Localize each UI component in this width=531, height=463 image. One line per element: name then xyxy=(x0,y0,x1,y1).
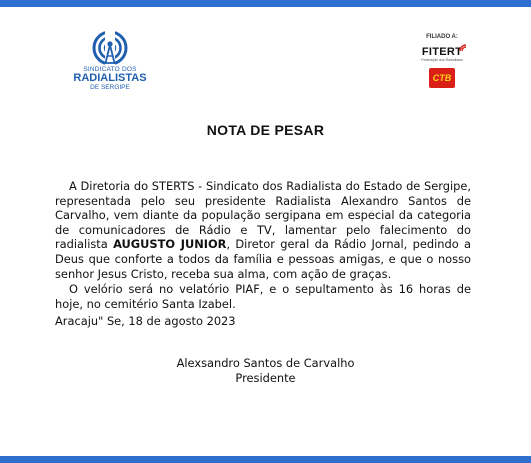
signature-name: Alexsandro Santos de Carvalho xyxy=(176,356,355,370)
deceased-name: AUGUSTO JUNIOR xyxy=(113,237,227,252)
ctb-name: CTB xyxy=(432,73,452,83)
signature-role: Presidente xyxy=(235,370,296,385)
document-date: Aracaju" Se, 18 de agosto 2023 xyxy=(55,314,236,328)
fitert-subtitle: Federação dos Radialistas xyxy=(421,58,463,62)
paragraph-2: O velório será no velatório PIAF, e o sepultamento às 16 horas de hoje, no cemitério Santa Izabel. xyxy=(55,282,471,311)
document-title: NOTA DE PESAR xyxy=(206,122,325,138)
signature-block xyxy=(0,356,531,385)
logo-line-3: DE SERGIPE xyxy=(90,84,130,91)
affiliation-label: FILIADO A: xyxy=(426,34,458,40)
top-border-bar xyxy=(0,0,531,7)
sindicato-logo xyxy=(72,30,148,98)
logo-line-1: SINDICATO DOS xyxy=(83,66,137,73)
paragraph-1-start: A Diretoria do STERTS - Sindicato dos Radialista do Estado de Sergipe, representada pelo seu presidente Radialista Alexandro Santos de Carvalho, vem diante da população sergipana em especial da categoria de comunicadores de Rádio e TV, lamentar pelo falecimento do radialista xyxy=(55,179,471,252)
fitert-logo xyxy=(419,47,465,62)
logo-line-2: RADIALISTAS xyxy=(73,72,147,84)
bottom-border-bar xyxy=(0,456,531,463)
radio-tower-icon xyxy=(90,30,130,66)
ctb-logo xyxy=(429,68,455,88)
affiliation-block xyxy=(414,34,470,88)
signal-wave-icon xyxy=(458,43,468,53)
paragraph-1 xyxy=(55,179,471,281)
paragraph-1-end: , Diretor geral da Rádio Jornal, pedindo a Deus que conforte a todos da família e pessoas amigas, e que o nosso senhor Jesus Cristo, receba sua alma, com ação de graças. xyxy=(55,237,471,281)
fitert-name: FITERT xyxy=(421,46,463,58)
